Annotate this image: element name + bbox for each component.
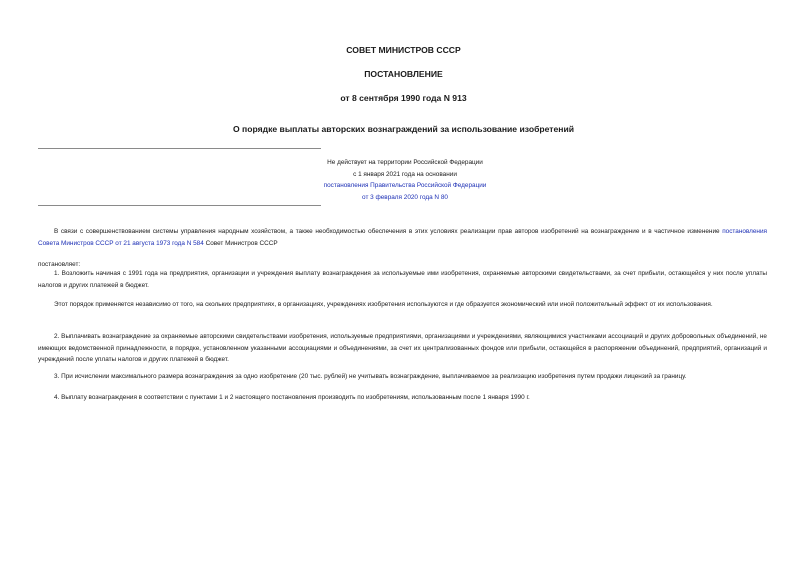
date-number-heading: от 8 сентября 1990 года N 913 — [340, 93, 467, 103]
intro-decree-link[interactable]: постановления Совета Министров СССР от 21 августа 1973 года N 584 — [38, 228, 767, 247]
resolves-label: постановляет: — [38, 261, 81, 268]
document-title: О порядке выплаты авторских вознаграждений за использование изобретений — [232, 124, 575, 134]
paragraph-1: 1. Возложить начиная с 1991 года на предприятия, организации и учреждения выплату вознаграждения за используемые ими изобретения, охраняемые авторскими свидетельствами, за счет прибыли, остающейся у них после уплаты налогов и других платежей в бюджет. — [38, 270, 767, 289]
paragraph-2: 2. Выплачивать вознаграждение за охраняемые авторскими свидетельствами изобретения, используемые предприятиями, организациями и учреждениями, являющимися участниками ассоциаций и других добровольных объединений, не имеющих ведомственной принадлежности, в порядке, установленном указанными ассоциациями и объединениями, за счет их централизованных фондов или прибыли, остающейся в распоряжении объединений, предприятий, организаций и учреждений после уплаты налогов и других платежей в бюджет. — [38, 333, 767, 363]
paragraph-4: 4. Выплату вознаграждения в соответствии с пунктами 1 и 2 настоящего постановления производить по изобретениям, использованным после 1 января 1990 г. — [54, 394, 530, 401]
authority-heading: СОВЕТ МИНИСТРОВ СССР — [346, 45, 461, 55]
intro-tail: Совет Министров СССР — [203, 239, 278, 247]
notice-line-2: с 1 января 2021 года на основании — [353, 170, 457, 178]
paragraph-3: 3. При исчислении максимального размера вознаграждения за одно изобретение (20 тыс. рублей) не учитывать вознаграждение, выплачиваемое за реализацию изобретения путем продажи лицензий за границу. — [54, 373, 687, 380]
notice-block — [270, 157, 540, 203]
paragraph-1b: Этот порядок применяется независимо от того, на скольких предприятиях, в организациях, учреждениях изобретения используются и где образуется экономический или иной положительный эффект от их использования. — [54, 301, 713, 308]
notice-bottom-divider — [38, 205, 321, 206]
notice-line-1: Не действует на территории Российской Федерации — [327, 159, 483, 166]
notice-link-line-2[interactable]: от 3 февраля 2020 года N 80 — [362, 193, 448, 201]
doc-type-heading: ПОСТАНОВЛЕНИЕ — [364, 69, 443, 79]
notice-top-divider — [38, 148, 321, 149]
intro-text: В связи с совершенствованием системы управления народным хозяйством, а также необходимостью обеспечения в этих условиях реализации прав авторов изобретений на вознаграждение и в частичное изменение — [54, 228, 723, 235]
notice-link-line-1[interactable]: постановления Правительства Российской Федерации — [323, 182, 487, 189]
intro-paragraph — [38, 226, 767, 249]
